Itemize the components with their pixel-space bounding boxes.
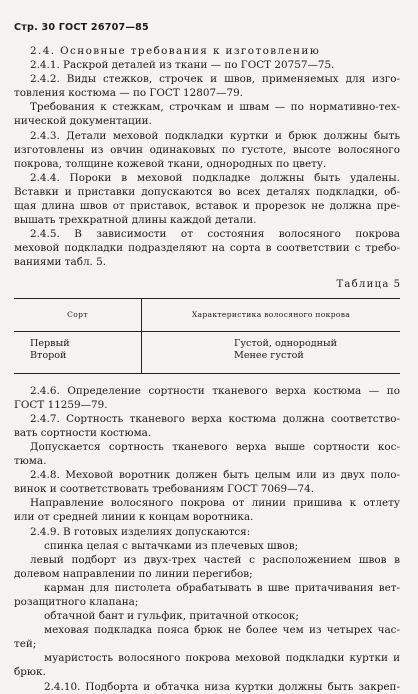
text-line: Направление волосяного покрова от линии пришива к отлету bbox=[30, 497, 400, 510]
text-line: вышать трехкратной длины каждой детали. bbox=[14, 214, 257, 227]
text-line: ГОСТ 11259—79. bbox=[14, 398, 108, 411]
table-5 bbox=[14, 298, 400, 374]
text-line: Допускается сортность тканевого верха выше сортности кос- bbox=[30, 440, 400, 453]
text-line: винок и соответствовать требованиям ГОСТ 7069—74. bbox=[14, 483, 315, 496]
page-header: Стр. 30 ГОСТ 26707—85 bbox=[14, 22, 149, 33]
text-line: 2.4.5. В зависимости от состояния волосяного покрова bbox=[30, 228, 400, 241]
text-line: левый подборт из двух-трех частей с расположением швов в bbox=[30, 553, 400, 566]
text-line: обтачной бант и гульфик, притачной откосок; bbox=[44, 610, 299, 623]
text-line: 2.4.8. Меховой воротник должен быть целым или из двух поло- bbox=[30, 469, 400, 482]
text-line: тей; bbox=[14, 638, 37, 651]
text-line: тюма. bbox=[14, 455, 47, 468]
text-line: или от средней линии к концам воротника. bbox=[14, 511, 254, 524]
table-header-sort: Сорт bbox=[14, 298, 142, 331]
text-line: 2.4.7. Сортность тканевого верха костюма должна соответство- bbox=[30, 412, 400, 425]
text-block-lower bbox=[14, 384, 400, 694]
text-line: Вставки и приставки допускаются во всех деталях подкладки, об- bbox=[14, 185, 400, 198]
text-line: 2.4.2. Виды стежков, строчек и швов, применяемых для изго- bbox=[30, 73, 400, 86]
text-line: 2.4.3. Детали меховой подкладки куртки и брюк должны быть bbox=[30, 129, 400, 142]
text-block-upper bbox=[14, 44, 400, 270]
text-line: изготовлены из овчин одинаковых по густоте, высоте волосяного bbox=[14, 143, 400, 156]
table-caption-label: Таблица bbox=[336, 278, 390, 290]
table-header-characteristic: Характеристика волосяного покрова bbox=[142, 298, 401, 331]
table-row bbox=[14, 331, 400, 373]
text-line: брюк. bbox=[14, 666, 46, 679]
text-line: 2.4. Основные требования к изготовлению bbox=[30, 45, 321, 57]
text-line: Требования к стежкам, строчкам и швам — по нормативно-тех- bbox=[30, 101, 400, 114]
text-line: ваниями табл. 5. bbox=[14, 256, 107, 269]
characteristic-first: Густой, однородный bbox=[234, 337, 338, 349]
characteristic-second: Менее густой bbox=[234, 350, 304, 362]
text-line: товления костюма — по ГОСТ 12807—79. bbox=[14, 87, 243, 100]
text-line: 2.4.6. Определение сортности тканевого верха костюма — по bbox=[30, 384, 400, 397]
sort-second: Второй bbox=[30, 350, 67, 362]
document-body bbox=[14, 44, 400, 694]
table-cell-sort bbox=[14, 331, 142, 373]
table-caption bbox=[14, 278, 400, 292]
text-line: вать сортности костюма. bbox=[14, 426, 152, 439]
text-line: долевом направлении по линии перегибов; bbox=[14, 567, 253, 580]
text-line: 2.4.9. В готовых изделиях допускаются: bbox=[30, 525, 251, 538]
text-line: 2.4.10. Подборта и обтачка низа куртки должны быть закреп- bbox=[44, 680, 400, 693]
text-line: нической документации. bbox=[14, 115, 152, 128]
table-cell-characteristic bbox=[142, 331, 401, 373]
text-line: карман для пистолета обрабатывать в шве притачивания вет- bbox=[44, 581, 400, 594]
text-line: щая длина швов от приставок, вставок и прорезок не должна пре- bbox=[14, 200, 400, 213]
text-line: меховой подкладки подразделяют на сорта в соответствии с требо- bbox=[14, 242, 400, 255]
sort-first: Первый bbox=[30, 337, 70, 349]
text-line: муаристость волосяного покрова меховой подкладки куртки и bbox=[44, 652, 400, 665]
text-line: розащитного клапана; bbox=[14, 596, 139, 608]
text-line: 2.4.4. Пороки в меховой подкладке должны быть удалены. bbox=[30, 171, 400, 184]
text-line: меховая подкладка пояса брюк не более чем из четырех час- bbox=[44, 624, 400, 637]
table-caption-number: 5 bbox=[393, 278, 400, 290]
text-line: покрова, толщине кожевой ткани, однородных по цвету. bbox=[14, 157, 327, 170]
text-line: спинка целая с вытачками из плечевых швов; bbox=[44, 539, 299, 552]
text-line: 2.4.1. Раскрой деталей из ткани — по ГОСТ 20757—75. bbox=[30, 59, 335, 72]
